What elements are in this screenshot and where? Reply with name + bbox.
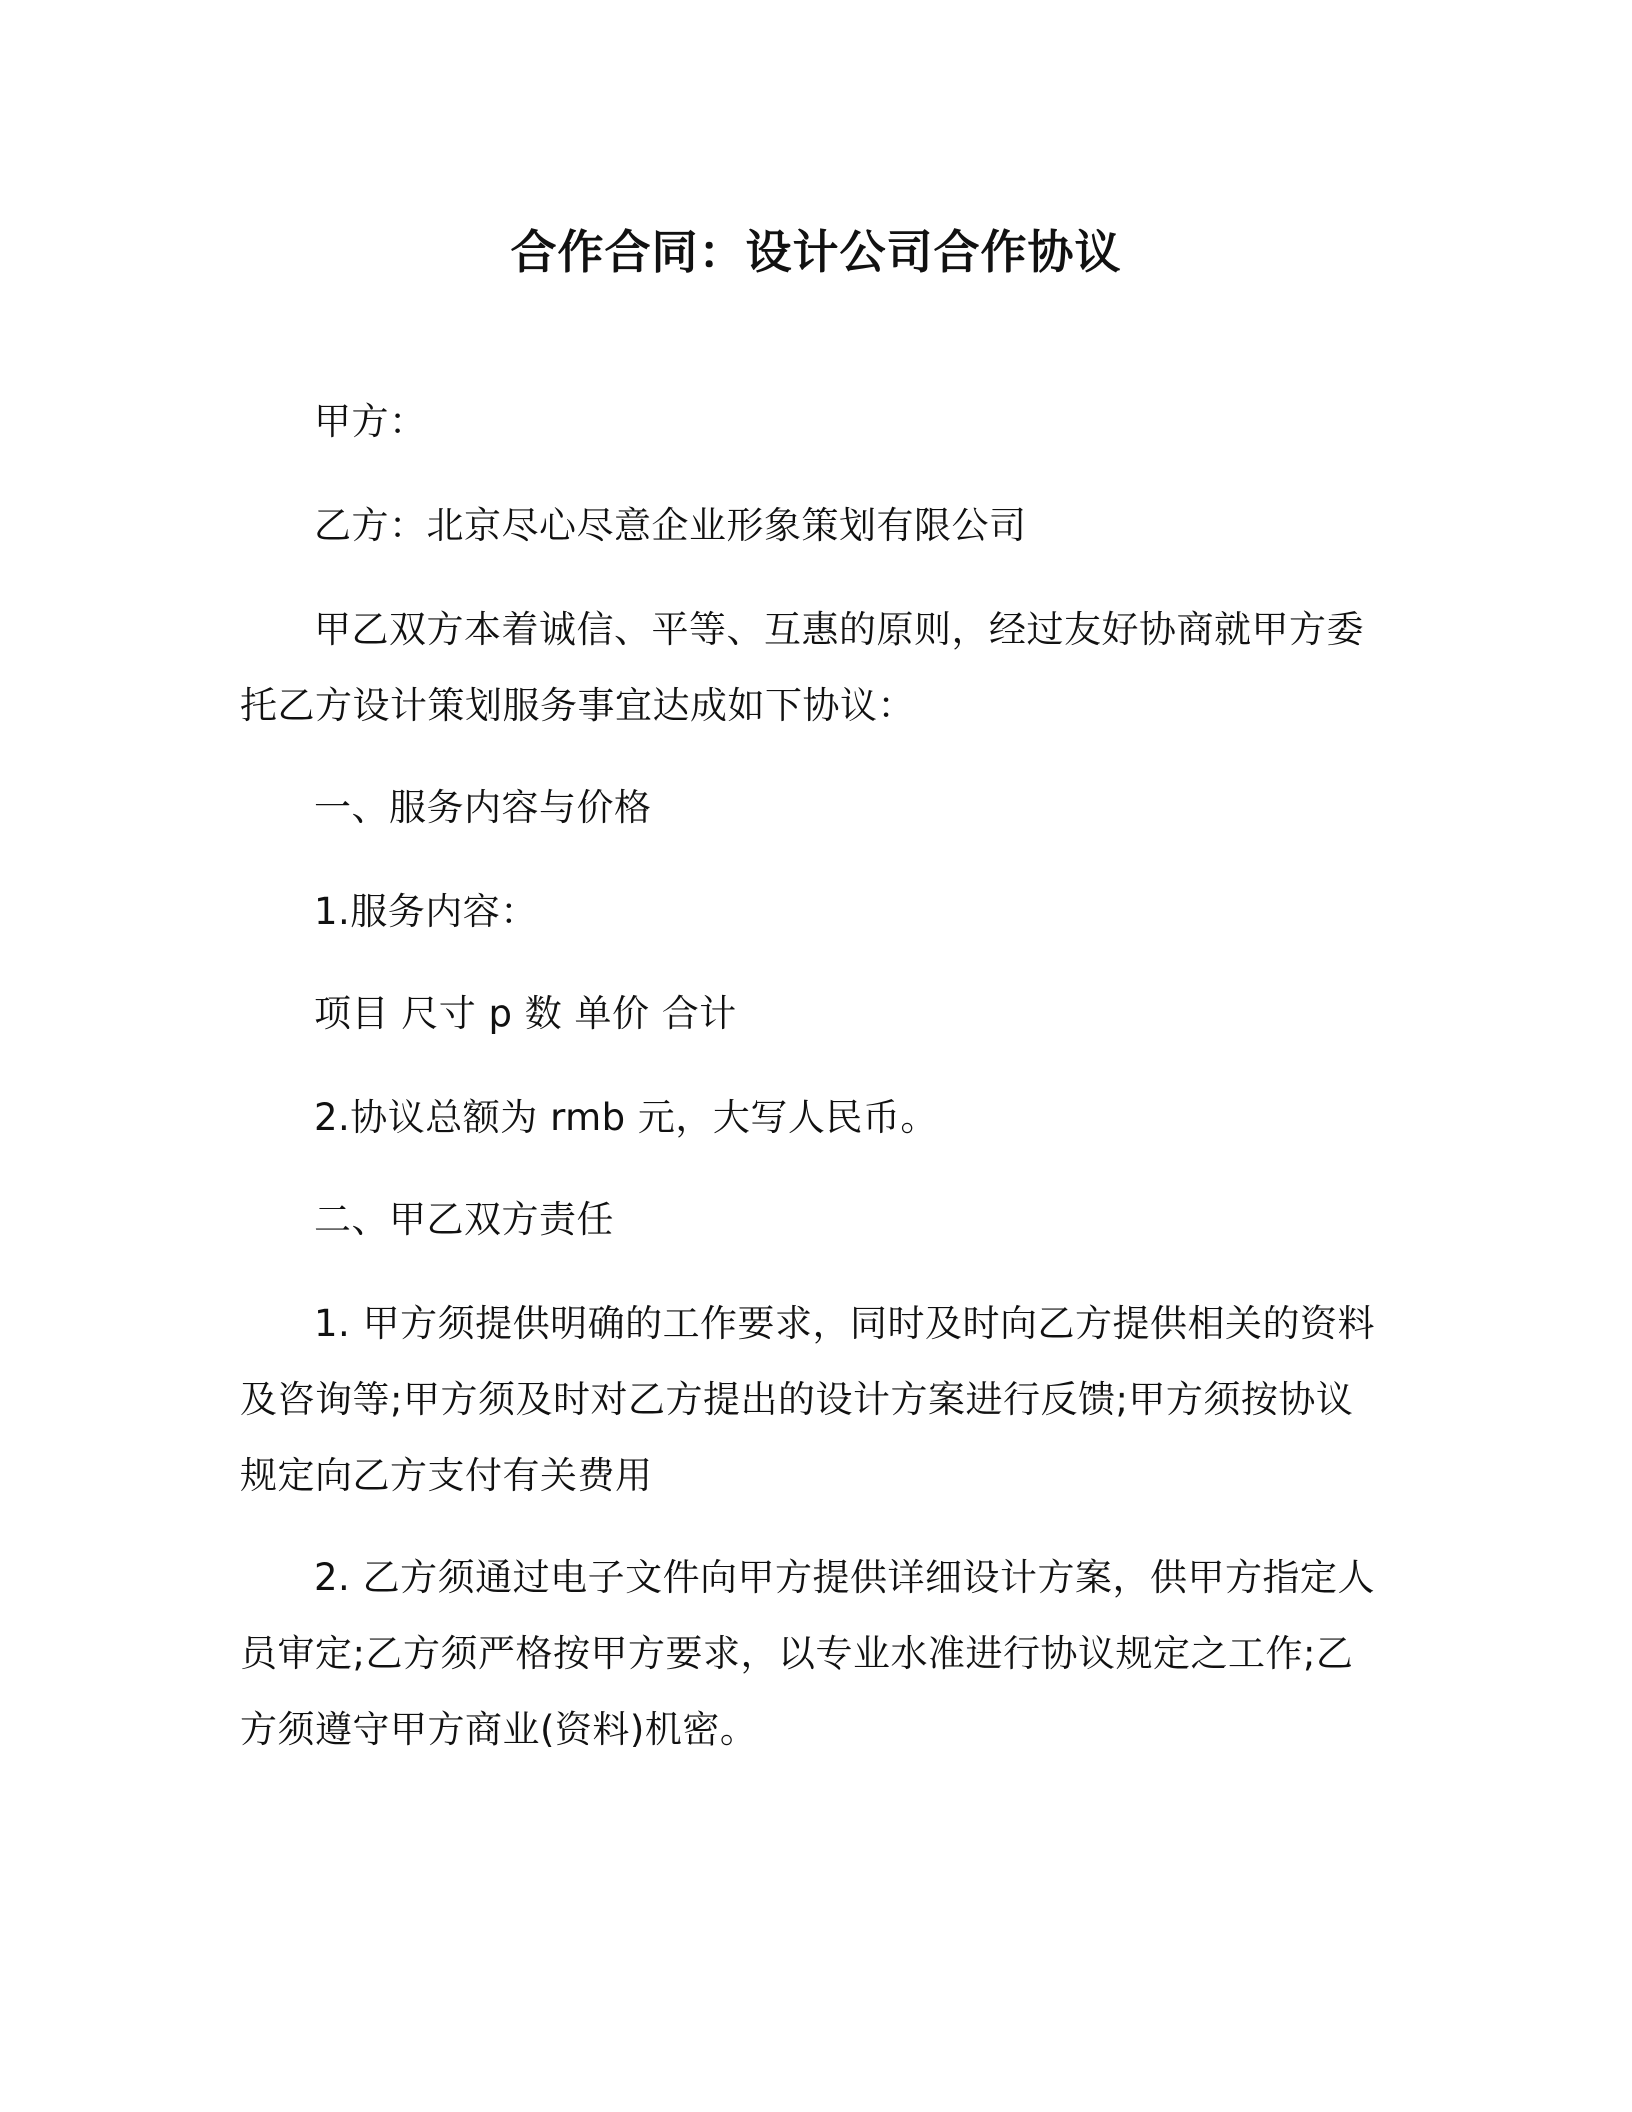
document-title: 合作合同：设计公司合作协议 (510, 225, 1122, 279)
party-a-duties-paragraph: 1. 甲方须提供明确的工作要求，同时及时向乙方提供相关的资料及咨询等;甲方须及时对乙方提出的设计方案进行反馈;甲方须按协议规定向乙方支付有关费用 (240, 1302, 1376, 1497)
service-table-header: 项目 尺寸 p 数 单价 合计 (314, 992, 737, 1035)
party-b-duties-paragraph: 2. 乙方须通过电子文件向甲方提供详细设计方案，供甲方指定人员审定;乙方须严格按甲方要求，以专业水准进行协议规定之工作;乙方须遵守甲方商业(资料)机密。 (240, 1556, 1376, 1751)
party-a-line: 甲方： (314, 400, 427, 443)
intro-paragraph: 甲乙双方本着诚信、平等、互惠的原则，经过友好协商就甲方委托乙方设计策划服务事宜达成如下协议： (240, 608, 1364, 727)
total-amount-line: 2.协议总额为 rmb 元，大写人民币。 (314, 1096, 938, 1139)
section-two-heading: 二、甲乙双方责任 (314, 1198, 614, 1241)
service-content-label: 1.服务内容： (314, 890, 538, 933)
party-b-line: 乙方：北京尽心尽意企业形象策划有限公司 (314, 504, 1027, 547)
section-one-heading: 一、服务内容与价格 (314, 786, 652, 829)
